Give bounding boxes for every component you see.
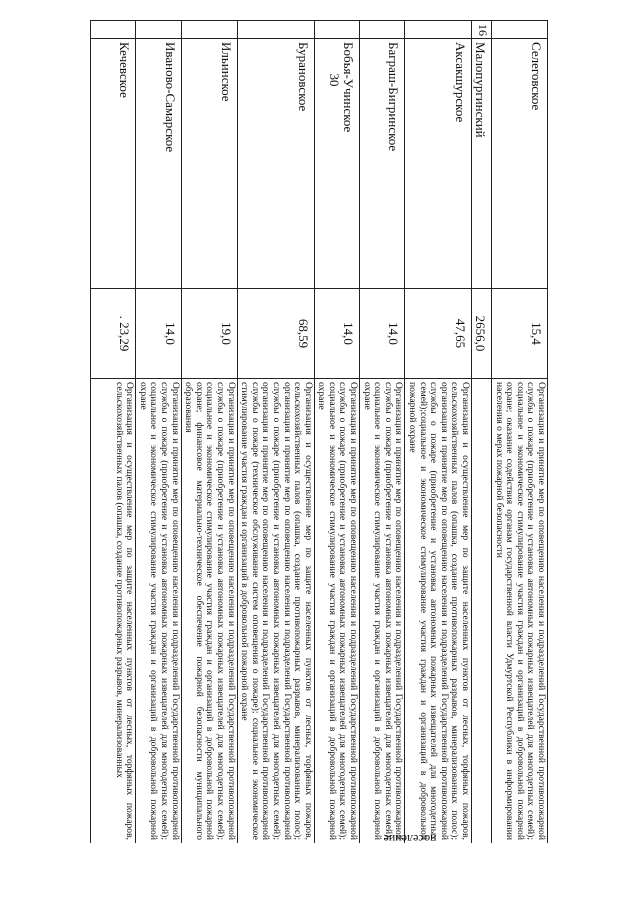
measures-description: Организация и принятие мер по оповещению населения и подразделений Государственной противопожарной службы о пожаре (приобретение и установка автономных пожарных извещателей для многодетных семей); социальное и экономическое стимулирование участия граждан и организаций в добровольной пожарной охране (314, 379, 359, 844)
fire-safety-table (90, 20, 548, 843)
table-row (472, 21, 492, 844)
settlement-name: Бобья-Учинское (314, 39, 359, 289)
amount-value: 47,65 (405, 289, 472, 379)
settlement-name: Баграш-Бигринское (360, 39, 405, 289)
page-number: 30 (327, 73, 342, 87)
table-row (136, 21, 181, 844)
rotated-page-content (68, 20, 548, 843)
measures-description: Организация и принятие мер по оповещению населения и подразделений Государственной противопожарной службы о пожаре (приобретение и установка автономных пожарных извещателей для многодетных семей); социальное и экономическое стимулирование участия граждан и организаций в добровольной пожарной охране; финансовое материально-техническое обеспечение пожарной безопасности муниципального образования (181, 379, 237, 844)
table-row (314, 21, 359, 844)
measures-description (472, 379, 492, 844)
settlement-name: Бурановское (237, 39, 314, 289)
row-number (181, 21, 237, 39)
settlement-name: Кечевское (91, 39, 136, 289)
settlement-name: Иваново-Самарское (136, 39, 181, 289)
row-number (136, 21, 181, 39)
measures-description: Организация и принятие мер по оповещению населения и подразделений Государственной противопожарной службы о пожаре (приобретение и установка автономных пожарных извещателей для многодетных семей); социальное и экономическое стимулирование участия граждан и организаций в добровольной пожарной охране; оказание содействия органам государственной власти Удмуртской Республики в информировании населения о мерах пожарной безопасности (492, 379, 548, 844)
row-number: 16 (472, 21, 492, 39)
settlement-name: Ильинское (181, 39, 237, 289)
amount-value: 14,0 (136, 289, 181, 379)
table-row (237, 21, 314, 844)
table-row (360, 21, 405, 844)
settlement-name: Аксакшурское (405, 39, 472, 289)
row-number (360, 21, 405, 39)
measures-description: Организация и принятие мер по оповещению населения и подразделений Государственной противопожарной службы о пожаре (приобретение и установка автономных пожарных извещателей для многодетных семей); социальное и экономическое стимулирование участия граждан и организаций в добровольной пожарной охране (360, 379, 405, 844)
table-row (181, 21, 237, 844)
document-table-container (68, 20, 548, 843)
measures-description: Организация и принятие мер по оповещению населения и подразделений Государственной противопожарной службы о пожаре (приобретение и установка автономных пожарных извещателей для многодетных семей); социальное и экономическое стимулирование участия граждан и организаций в добровольной пожарной охране (136, 379, 181, 844)
side-caption: поселение (383, 832, 437, 846)
table-row (405, 21, 472, 844)
row-number (314, 21, 359, 39)
settlement-name: Селеговское (492, 39, 548, 289)
amount-value: 15,4 (492, 289, 548, 379)
amount-value: . 23,29 (91, 289, 136, 379)
district-name: Малопургинский (472, 39, 492, 289)
amount-value: 68,59 (237, 289, 314, 379)
row-number (492, 21, 548, 39)
row-number (237, 21, 314, 39)
amount-value: 14,0 (314, 289, 359, 379)
table-row (91, 21, 136, 844)
amount-value: 2656,0 (472, 289, 492, 379)
row-number (405, 21, 472, 39)
table-row (492, 21, 548, 844)
measures-description: Организация и осуществление мер по защите населенных пунктов от лесных, торфяных пожаров, сельскохозяйственных палов (опашка, создание противопожарных разрывов, минерализованных полос); организация и принятие мер по оповещению населения и подразделений Государственной противопожарной службы о пожаре (приобретение и установка автономных пожарных извещателей для многодетных семей);социальное и экономическое стимулирование участия граждан и организаций в добровольной пожарной охране (405, 379, 472, 844)
amount-value: 14,0 (360, 289, 405, 379)
measures-description: Организация и осуществление мер по защите населенных пунктов от лесных, торфяных пожаров, сельскохозяйственных палов (опашка, создание противопожарных разрывов, минерализованных (91, 379, 136, 844)
amount-value: 19,0 (181, 289, 237, 379)
row-number (91, 21, 136, 39)
measures-description: Организация и осуществление мер по защите населенных пунктов от лесных, торфяных пожаров, сельскохозяйственных палов (опашка, создание противопожарных разрывов, минерализованных полос); организация и принятие мер по оповещению населения и подразделений Государственной противопожарной службы о пожаре (приобретение и установка автономных пожарных извещателей для многодетных семей); организация и принятие мер по оповещению населения и подразделений Государственной противопожарной службы о пожаре (техническое обслуживание систем оповещения о пожаре); социальное и экономическое стимулирование участия граждан и организаций в добровольной пожарной охране (237, 379, 314, 844)
